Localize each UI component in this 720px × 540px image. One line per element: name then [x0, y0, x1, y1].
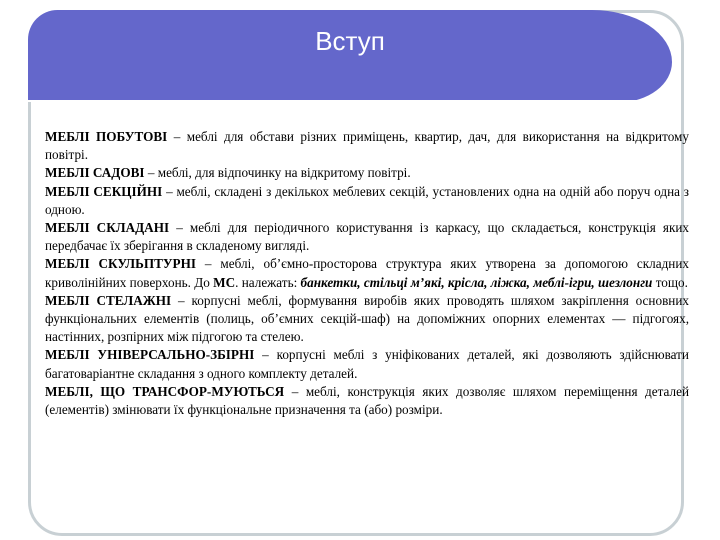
- definition-text: – меблі, об’ємно-просторова структура яких утворена за допомогою складних криволінійних поверхонь. До: [45, 256, 689, 290]
- definition-entry: [45, 292, 689, 347]
- definition-text: – корпусні меблі, формування виробів яких проводять шляхом закріплення основних функціональних елементів (полиць, об’ємних секцій-шаф) на допоміжних опорних елементах — підгогоях, настінних, розпірних між підгогою та стелею.: [45, 292, 690, 345]
- definition-term: МЕБЛІ СКУЛЬПТУРНІ: [45, 256, 196, 272]
- definition-term: МЕБЛІ ПОБУТОВІ: [45, 129, 168, 144]
- definition-text: – корпусні меблі з уніфікованих деталей, які дозволяють здійснювати багатоваріантне складання з одного комплекту деталей.: [45, 347, 689, 381]
- title-underline: [28, 100, 638, 102]
- definition-text: тощо.: [652, 274, 688, 290]
- definition-entry: [45, 183, 689, 219]
- definition-term: МЕБЛІ СКЛАДАНІ: [45, 220, 170, 236]
- definition-text: – меблі, конструкція яких дозволяє шляхом переміщення деталей (елементів) змінювати їх функціональне призначення та (або) розміри.: [45, 383, 689, 418]
- definition-text: – меблі для періодичного користування із каркасу, що складається, конструкція яких передбачає їх зберігання в складеному вигляді.: [45, 220, 690, 254]
- definition-text: – меблі, складені з декількох меблевих секцій, установлених одна на одній або поруч одна з одною.: [45, 183, 689, 217]
- definition-term: МЕБЛІ СЕКЦІЙНІ: [45, 183, 163, 199]
- definition-term: МЕБЛІ СТЕЛАЖНІ: [45, 292, 172, 308]
- definition-entry: [45, 128, 689, 164]
- definition-text: – меблі для обстави різних приміщень, квартир, дач, для використання на відкритому повітрі.: [45, 129, 689, 163]
- definition-entry: [45, 164, 689, 182]
- abbreviation-term: МС: [213, 274, 236, 290]
- definition-text: – меблі, для відпочинку на відкритому повітрі.: [144, 165, 411, 181]
- definition-term: МЕБЛІ, ЩО ТРАНСФОР-МУЮТЬСЯ: [45, 383, 285, 399]
- examples-list: банкетки, стільці м’які, крісла, ліжка, меблі-ігри, шезлонги: [300, 274, 653, 290]
- definition-entry: [45, 255, 689, 291]
- definition-entry: [45, 346, 689, 382]
- definition-term: МЕБЛІ УНІВЕРСАЛЬНО-ЗБІРНІ: [45, 347, 255, 363]
- definition-text: . належать:: [235, 274, 301, 290]
- definition-entry: [45, 219, 689, 255]
- definition-entry: [45, 383, 689, 419]
- definition-term: МЕБЛІ САДОВІ: [45, 165, 145, 181]
- definitions-text: [45, 128, 689, 419]
- slide-title: Вступ: [315, 26, 385, 56]
